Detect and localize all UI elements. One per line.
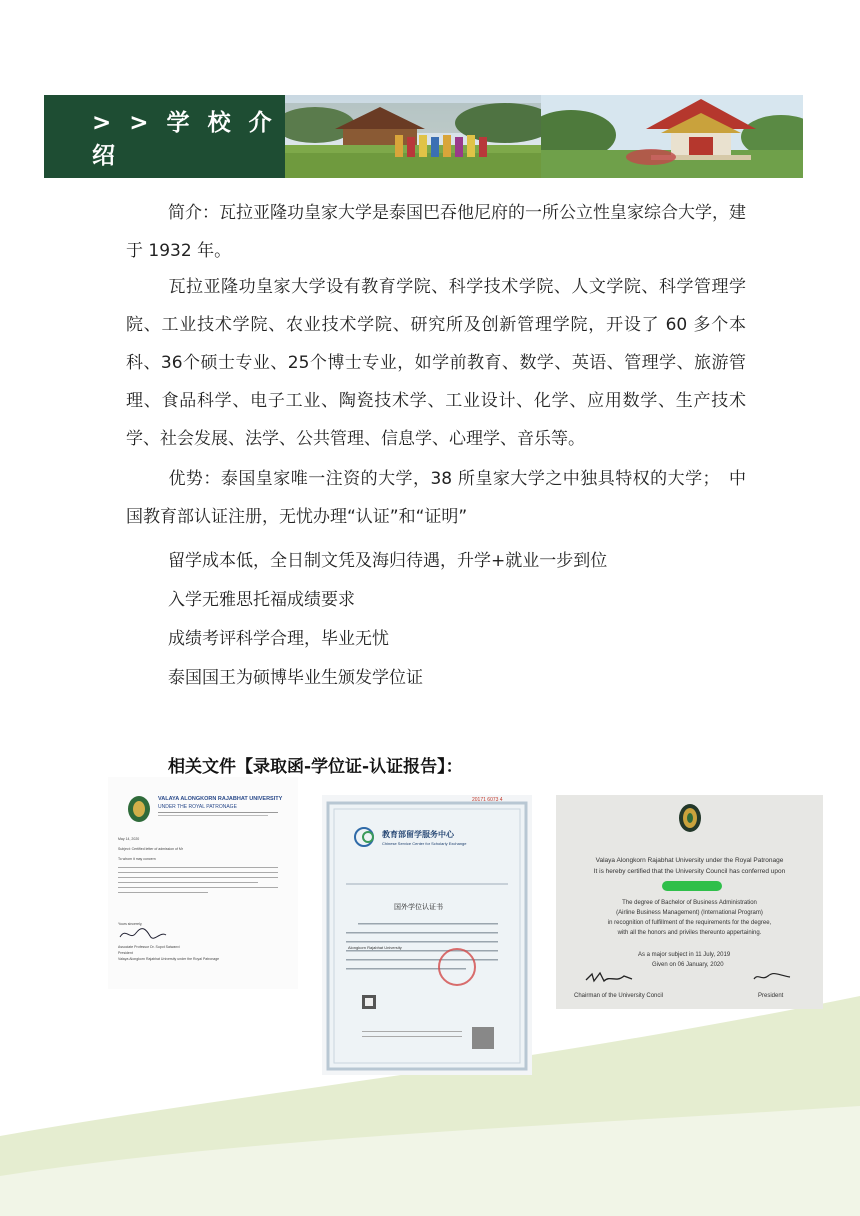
advantage-text: 优势：泰国皇家唯一注资的大学，38 所皇家大学之中独具特权的大学； 中国教育部认证注册，无忧办理“认证”和“证明” [126, 469, 746, 527]
advantage-item: 泰国国王为硕博毕业生颁发学位证 [168, 668, 423, 688]
president-label: President [758, 993, 784, 999]
letter-role: President [118, 951, 133, 955]
chairman-label: Chairman of the University Concil [574, 993, 664, 999]
agency-name: 教育部留学服务中心 [382, 830, 454, 839]
letter-signatory: Associate Professor Dr. Supot Saiwanvi [118, 945, 180, 949]
degree-certify: It is hereby certified that the University Council has conferred upon [593, 868, 786, 875]
section-header-tab [44, 95, 285, 178]
certificate-title: 国外学位认证书 [394, 903, 443, 911]
university-seal-icon [126, 795, 152, 823]
president-signature-icon [752, 971, 792, 983]
advantage-item: 成绩考评科学合理，毕业无忧 [168, 629, 389, 649]
degree-line: (Airline Business Management) (International Program) [616, 910, 763, 916]
letter-university: VALAYA ALONGKORN RAJABHAT UNIVERSITY [158, 796, 283, 802]
letter-org: Valaya Alongkorn Rajabhat University under the Royal Patronage [118, 957, 220, 961]
degree-given-date: Given on 06 January, 2020 [652, 962, 724, 968]
advantage-item: 入学无雅思托福成绩要求 [168, 590, 355, 610]
letter-subject: Subject: Certified letter of admission of Mr [118, 847, 183, 851]
faculties-text: 瓦拉亚隆功皇家大学设有教育学院、科学技术学院、人文学院、科学管理学院、工业技术学院、农业技术学院、研究所及创新管理学院，开设了 60 多个本科、36个硕士专业、25个博士专业，如学前教育、数学、英语、管理学、旅游管理、食品科学、电子工业、陶瓷技术学、工业设计、化学、应用数学、生产技术学、社会发展、法学、公共管理、信息学、心理学、音乐等。 [126, 277, 746, 449]
certificate-serial: 20171 6073 4 [472, 797, 503, 803]
faculties-paragraph [126, 268, 746, 458]
agency-name-en: Chinese Service Center for Scholarly Exchange [382, 841, 467, 846]
certificate-body-fragment: Alongkorn Rajabhat University [348, 945, 402, 950]
royal-gate-photo [541, 95, 803, 178]
degree-university: Valaya Alongkorn Rajabhat University under the Royal Patronage [595, 857, 784, 864]
signature-icon [118, 927, 168, 941]
admission-letter-image [108, 777, 298, 989]
degree-line: The degree of Bachelor of Business Administration [622, 900, 757, 906]
letter-closing: Yours sincerely, [118, 922, 143, 926]
redacted-name [662, 881, 722, 891]
letter-date: May 14, 2020 [118, 837, 140, 841]
university-crest-icon [678, 803, 702, 833]
degree-line: in recognition of fulfillment of the requirements for the degree, [607, 920, 772, 926]
intro-paragraph [126, 194, 746, 270]
section-title: > > 学 校 介绍 [92, 109, 277, 169]
advantage-item: 留学成本低，全日制文凭及海归待遇，升学+就业一步到位 [168, 551, 608, 571]
intro-text: 简介：瓦拉亚隆功皇家大学是泰国巴吞他尼府的一所公立性皇家综合大学，建于 1932 年。 [126, 203, 746, 261]
degree-certification-image [322, 795, 532, 1075]
campus-photo [285, 95, 541, 178]
letter-greeting: To whom it may concern [118, 857, 156, 861]
documents-heading: 相关文件【录取函-学位证-认证报告】： [168, 757, 463, 777]
degree-major-date: As a major subject in 11 July, 2019 [638, 952, 731, 958]
chairman-signature-icon [584, 971, 634, 985]
bachelor-degree-image [556, 795, 823, 1009]
degree-line: with all the honors and priviles thereunto appertaining. [617, 930, 762, 936]
advantage-paragraph [126, 460, 746, 536]
letter-patronage: UNDER THE ROYAL PATRONAGE [158, 804, 237, 810]
